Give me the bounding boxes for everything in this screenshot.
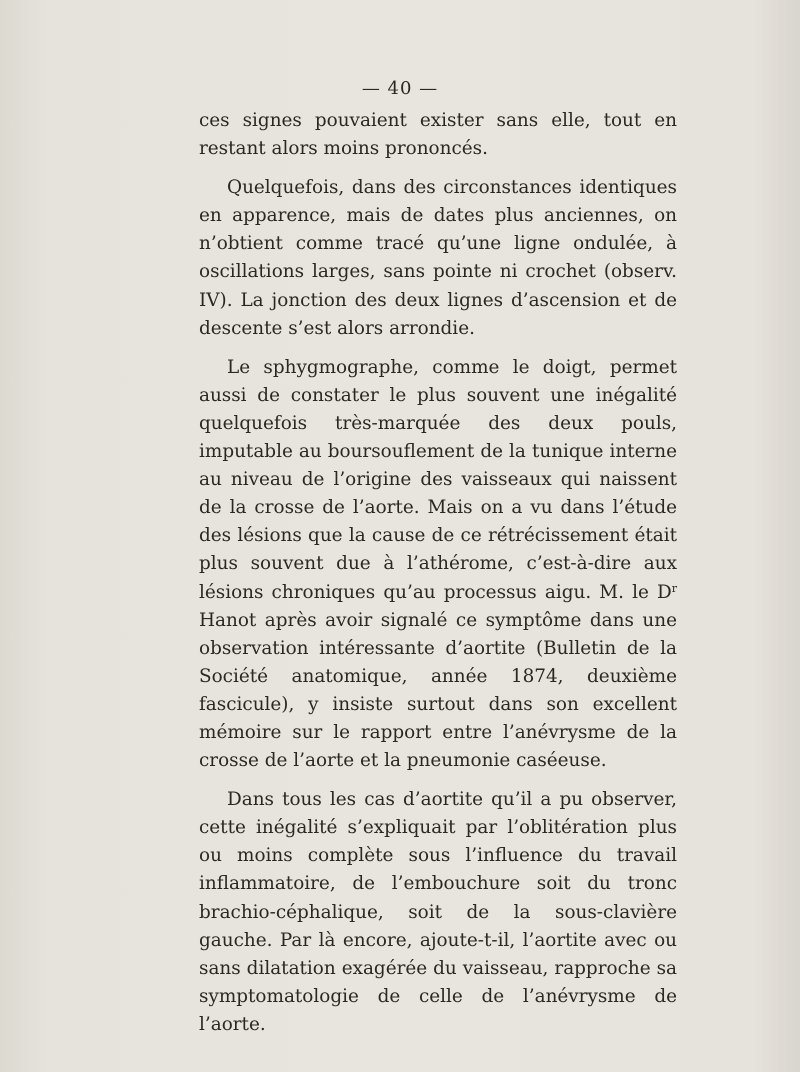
paragraph-3-text: Le sphygmographe, comme le doigt, permet aussi de constater le plus souvent une inégalité quelquefois très-marquée des deux pouls, imputable au boursouflement de la tunique interne au niveau de l’origine des vaisseaux qui naissent de la crosse de l’aorte. Mais on a vu dans l’étude des lésions que la cause de ce rétrécissement était plus souvent due à l’athérome, c’est-à-dire aux lésions chroniques qu’au processus aigu. M. le [199, 356, 677, 603]
paragraph-3-continuation: Hanot après avoir signalé ce symptôme dans une observation intéressante d’aortite (Bulletin de la Société anatomique, année 1874, deuxième fascicule), y insiste surtout dans son excellent mémoire sur le rapport entre l’anévrysme de la crosse de l’aorte et la pneumonie caséeuse. [199, 609, 677, 772]
paragraph-4: Dans tous les cas d’aortite qu’il a pu observer, cette inégalité s’expliquait par l’oblitération plus ou moins complète sous l’influence du travail inflammatoire, de l’embouchure soit du tronc brachio-céphalique, soit de la sous-clavière gauche. Par là encore, ajoute-t-il, l’aortite avec ou sans dilatation exagérée du vaisseau, rapproche sa symptomatologie de celle de l’anévrysme de l’aorte. [199, 789, 677, 1035]
page-number: — 40 — [361, 78, 439, 99]
paragraph-2: Quelquefois, dans des circonstances identiques en apparence, mais de dates plus anciennes, on n’obtient comme tracé qu’une ligne ondulée, à oscillations larges, sans pointe ni crochet (observ. IV). La jonction des deux lignes d’ascension et de descente s’est alors arrondie. [199, 177, 677, 339]
title-superscript: r [671, 581, 677, 595]
body-text [199, 107, 677, 1050]
paragraph-1: ces signes pouvaient exister sans elle, tout en restant alors moins prononcés. [199, 110, 677, 160]
title-abbreviation: D [656, 581, 672, 603]
paragraph-3 [199, 354, 677, 775]
